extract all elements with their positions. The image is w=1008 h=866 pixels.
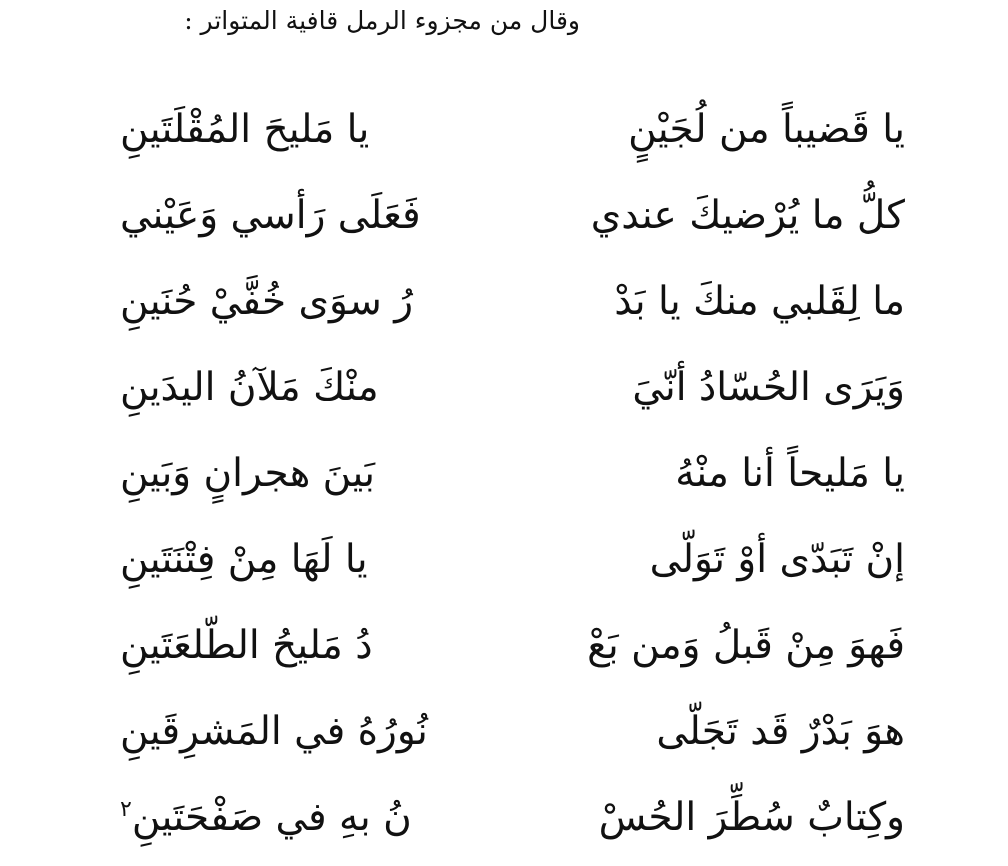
poem [120,86,905,860]
verse [120,86,905,172]
verse [120,688,905,774]
verse [120,516,905,602]
first-hemistich: هوَ بَدْرٌ قَد تَجَلّى [656,708,905,754]
second-hemistich [120,795,502,840]
first-hemistich: ما لِقَلبي منكَ يا بَدْ [614,278,905,324]
first-hemistich: كلُّ ما يُرْضيكَ عندي [590,192,905,238]
second-hemistich: فَعَلَى رَأسي وَعَيْني [120,192,421,238]
second-hemistich: بَينَ هجرانٍ وَبَينِ [120,450,375,496]
verse [120,172,905,258]
second-hemistich: يا لَهَا مِنْ فِتْنَتَينِ [120,536,368,582]
second-hemistich: منْكَ مَلآنُ اليدَينِ [120,364,379,410]
first-hemistich: يا قَضيباً من لُجَيْنٍ [628,106,905,152]
second-hemistich: يا مَليحَ المُقْلَتَينِ [120,106,370,152]
footnote-mark: ٢ [120,796,132,822]
verse [120,602,905,688]
first-hemistich: فَهوَ مِنْ قَبلُ وَمن بَعْ [587,622,905,668]
hemistich-text: نُ بهِ في صَفْحَتَينِ [131,794,412,840]
first-hemistich: وَيَرَى الحُسّادُ أنّيَ [632,364,905,410]
second-hemistich: نُورُهُ في المَشرِقَينِ [120,708,428,754]
verse [120,430,905,516]
second-hemistich: رُ سوَى خُفَّيْ حُنَينِ [120,278,414,324]
first-hemistich: إنْ تَبَدّى أوْ تَوَلّى [649,536,905,582]
first-hemistich: يا مَليحاً أنا منْهُ [675,450,905,496]
verse [120,258,905,344]
intro-line: وقال من مجزوء الرمل قافية المتواتر : [184,6,580,35]
verse [120,774,905,860]
second-hemistich: دُ مَليحُ الطّلعَتَينِ [120,622,373,668]
first-hemistich: وكِتابٌ سُطِّرَ الحُسْ [598,794,905,840]
verse [120,344,905,430]
